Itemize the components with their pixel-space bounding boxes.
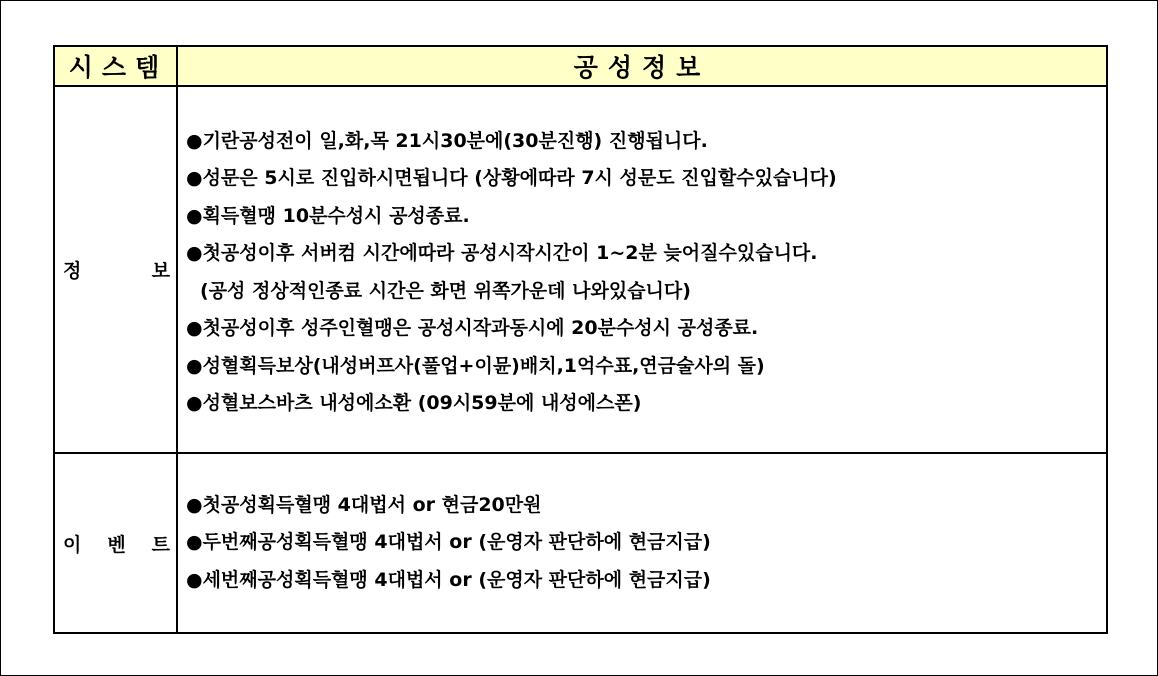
event-label-3: 트 xyxy=(151,533,170,556)
header-row xyxy=(54,46,1107,86)
info-line-3: ●획득혈맹 10분수성시 공성종료. xyxy=(186,204,470,227)
event-label-2: 벤 xyxy=(107,533,126,556)
info-label-right: 보 xyxy=(151,260,170,282)
event-content-cell xyxy=(177,453,1107,633)
siege-info-table xyxy=(53,45,1108,634)
info-content-cell xyxy=(177,86,1107,453)
info-row xyxy=(54,86,1107,453)
info-line-4: ●첫공성이후 서버컴 시간에따라 공성시작시간이 1~2분 늦어질수있습니다. xyxy=(186,242,818,264)
info-label xyxy=(55,256,176,283)
info-line-5: (공성 정상적인종료 시간은 화면 위쪽가운데 나와있습니다) xyxy=(200,279,691,302)
event-line-2: ●두번째공성획득혈맹 4대법서 or (운영자 판단하에 현금지급) xyxy=(186,531,711,554)
info-line-2: ●성문은 5시로 진입하시면됩니다 (상황에따라 7시 성문도 진입할수있습니다) xyxy=(186,167,837,189)
event-lines xyxy=(178,487,1106,600)
event-line-3: ●세번째공성획득혈맹 4대법서 or (운영자 판단하에 현금지급) xyxy=(186,568,711,591)
event-line-1: ●첫공성획득혈맹 4대법서 or 현금20만원 xyxy=(186,493,542,516)
info-line-1: ●기란공성전이 일,화,목 21시30분에(30분진행) 진행됩니다. xyxy=(186,129,708,152)
event-row xyxy=(54,453,1107,633)
info-label-cell xyxy=(54,86,177,453)
info-lines xyxy=(178,117,1106,423)
info-label-left: 정 xyxy=(63,260,82,282)
event-label-1: 이 xyxy=(63,533,82,556)
event-label-cell xyxy=(54,453,177,633)
header-siege-info: 공성정보 xyxy=(177,46,1107,86)
header-system: 시스템 xyxy=(54,46,177,86)
info-line-7: ●성혈획득보상(내성버프사(풀업+이뮨)배치,1억수표,연금술사의 돌) xyxy=(186,354,765,377)
info-line-6: ●첫공성이후 성주인혈맹은 공성시작과동시에 20분수성시 공성종료. xyxy=(186,317,759,339)
event-label xyxy=(55,530,176,557)
info-line-8: ●성혈보스바츠 내성에소환 (09시59분에 내성에스폰) xyxy=(186,392,642,414)
